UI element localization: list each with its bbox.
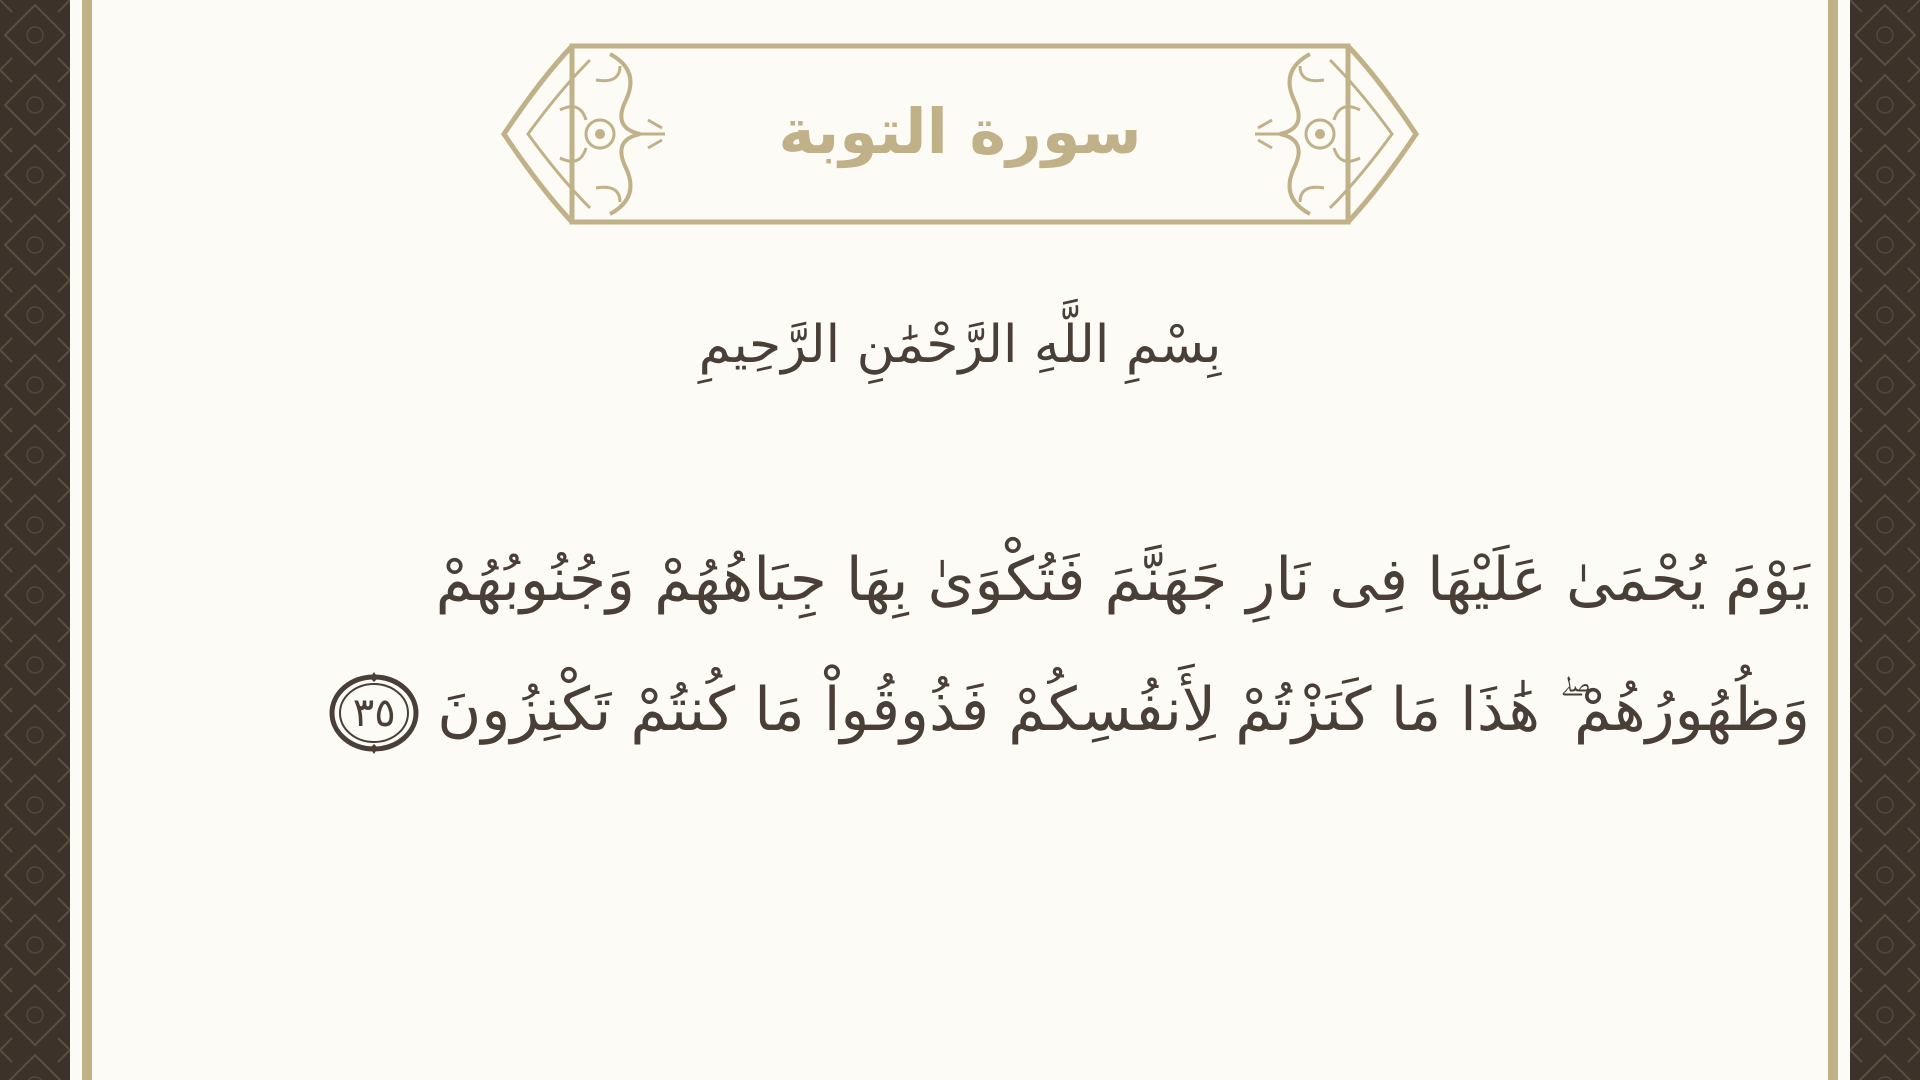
left-arabesque-ornament (504, 46, 665, 222)
right-ornamental-border (1850, 0, 1920, 1080)
right-border-pattern (1850, 0, 1920, 1080)
basmala: بِسْمِ اللَّهِ الرَّحْمَٰنِ الرَّحِيمِ (698, 315, 1222, 375)
right-arabesque-ornament (1255, 46, 1416, 222)
verse-line-2-text: وَظُهُورُهُمْ ۖ هَٰذَا مَا كَنَزْتُمْ لِأَنفُسِكُمْ فَذُوقُواْ مَا كُنتُمْ تَكْنِزُونَ (437, 675, 1810, 745)
ayah-number: ٣٥ (352, 690, 396, 737)
verse-text (270, 515, 1810, 775)
right-gold-rule (1828, 0, 1838, 1080)
verse-line-2 (270, 645, 1810, 775)
right-border-gap (1838, 0, 1850, 1080)
surah-title-cartouche (500, 40, 1420, 230)
ayah-end-marker (325, 670, 423, 756)
left-border-gap (70, 0, 82, 1080)
surah-title: سورة التوبة (778, 95, 1142, 168)
left-gold-rule (82, 0, 92, 1080)
verse-line-1: يَوْمَ يُحْمَىٰ عَلَيْهَا فِى نَارِ جَهَنَّمَ فَتُكْوَىٰ بِهَا جِبَاهُهُمْ وَجُنُوبُهُمْ (435, 545, 1810, 615)
left-ornamental-border (0, 0, 70, 1080)
left-border-pattern (0, 0, 70, 1080)
